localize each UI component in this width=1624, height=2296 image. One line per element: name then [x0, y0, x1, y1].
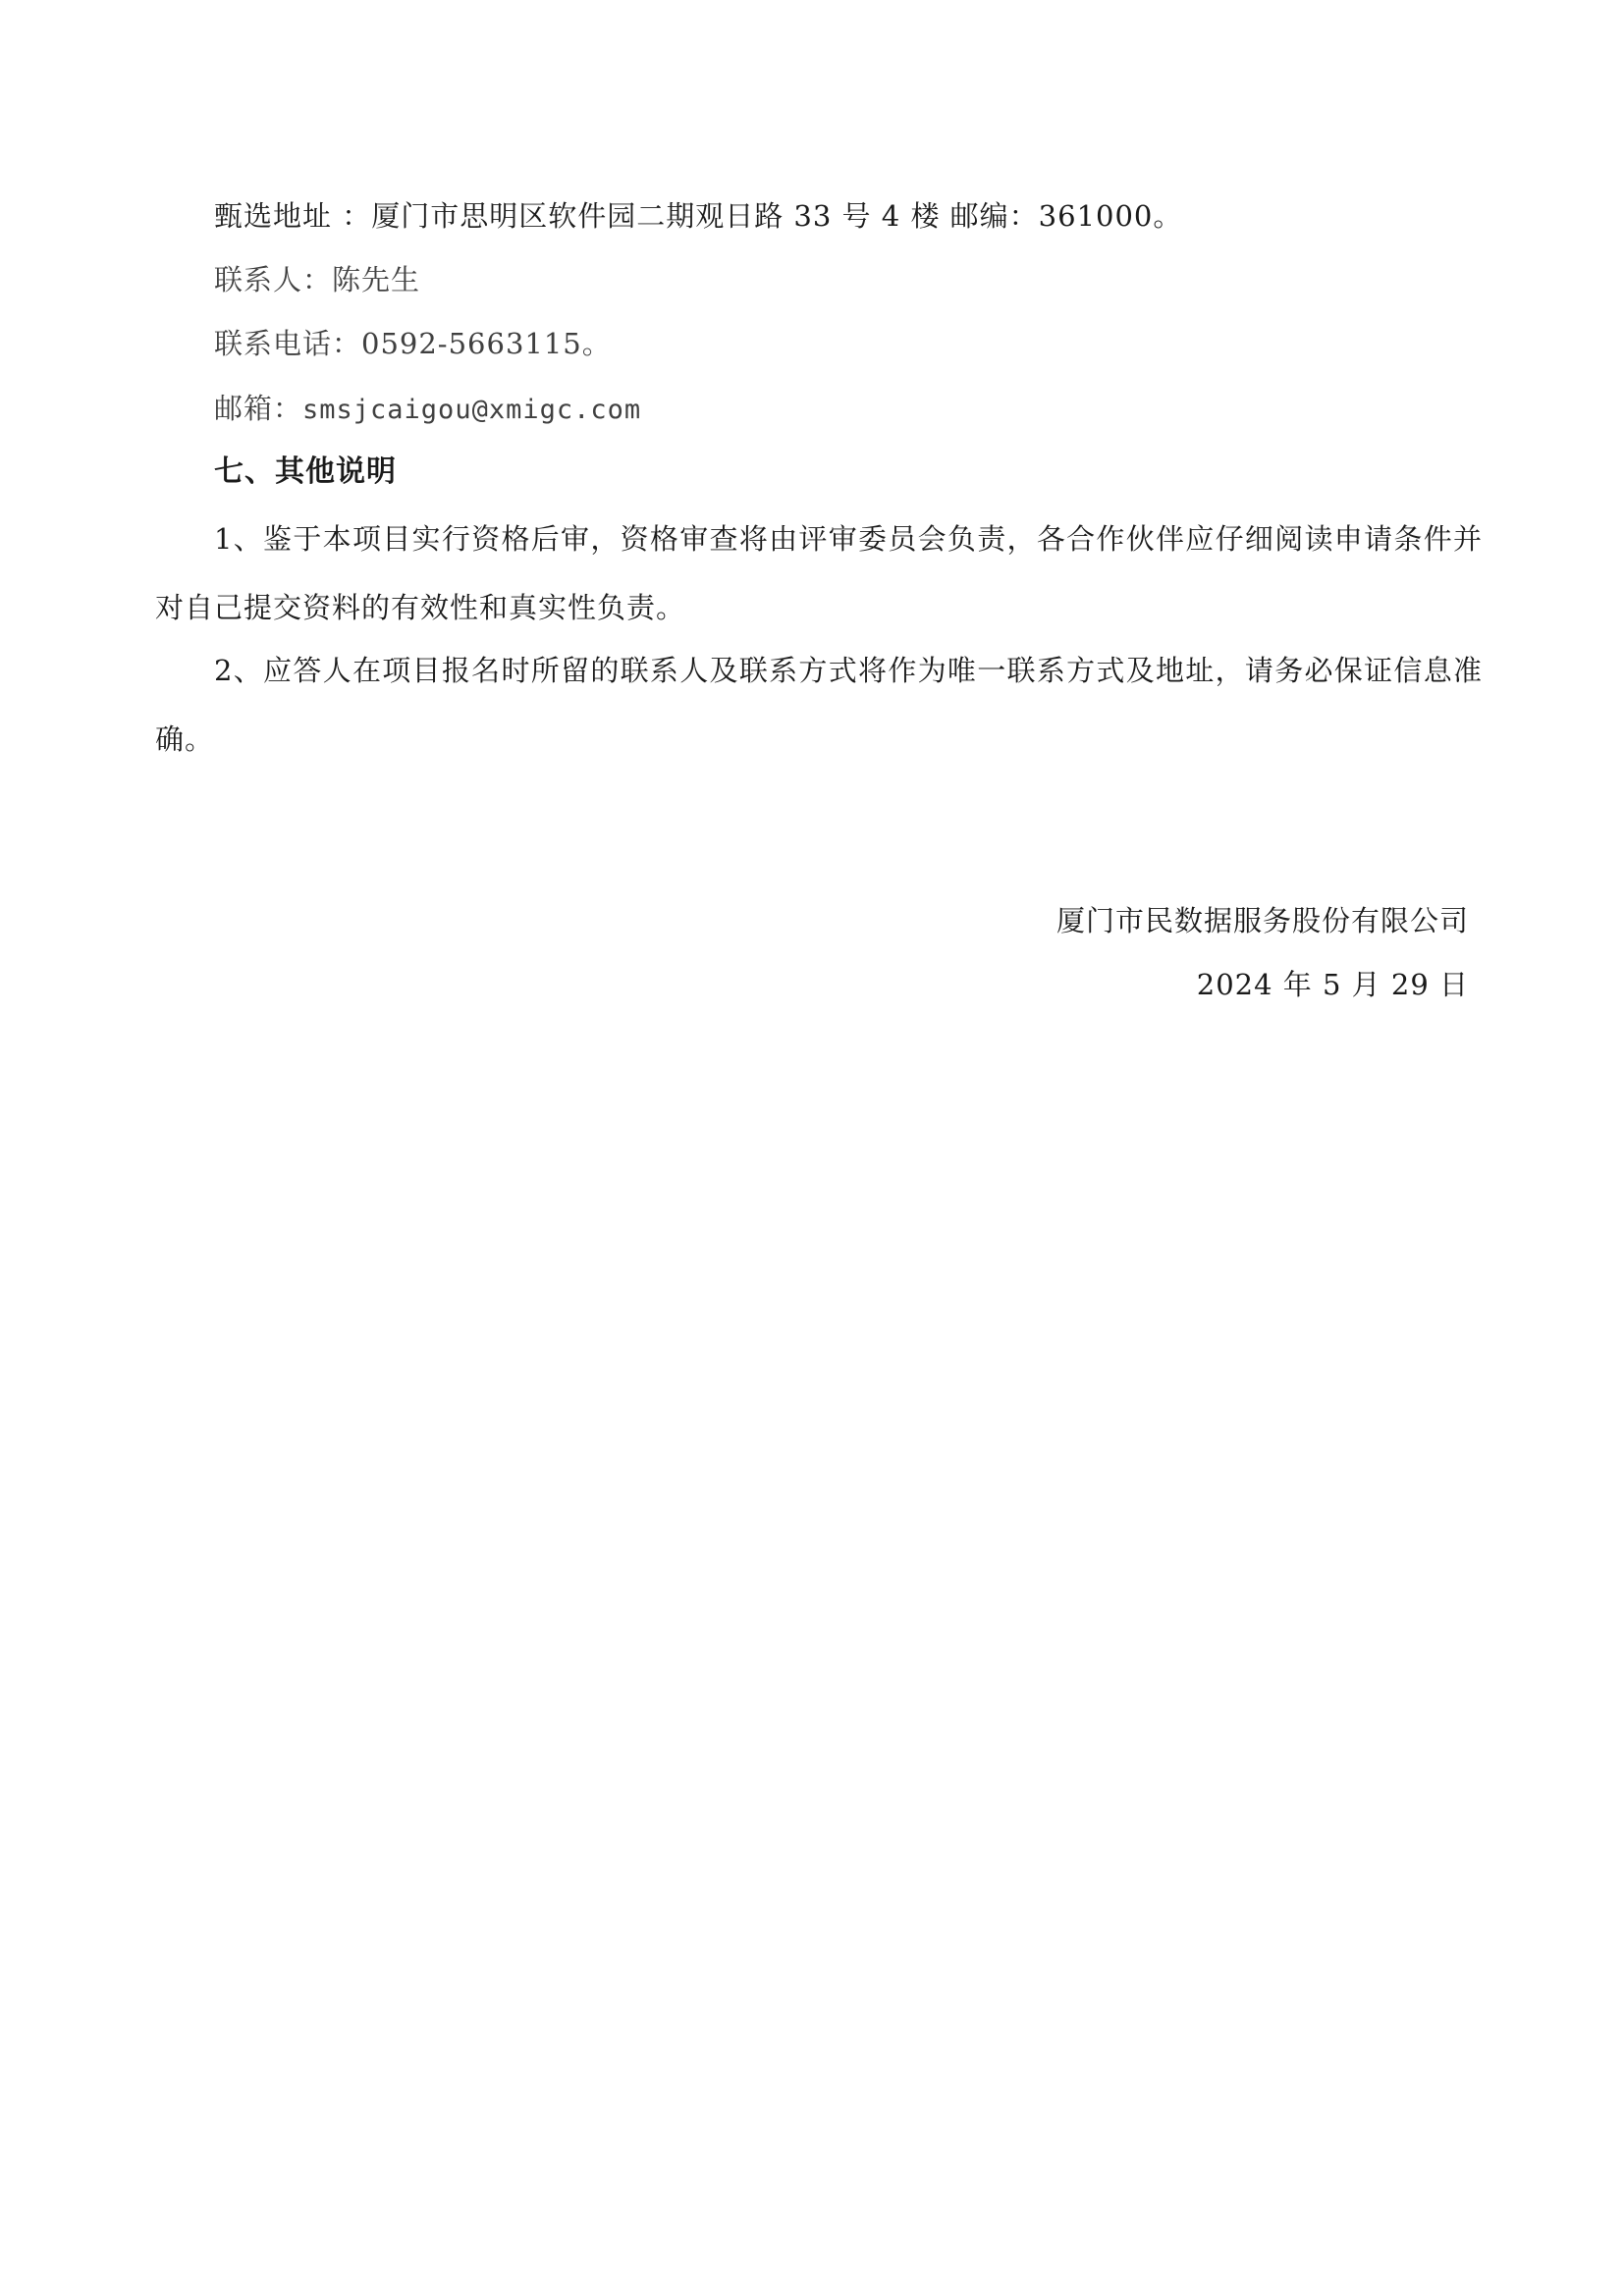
- signature-date: 2024 年 5 月 29 日: [1196, 968, 1469, 1001]
- signature-company: 厦门市民数据服务股份有限公司: [1056, 904, 1469, 937]
- section-heading: 七、其他说明: [214, 454, 397, 489]
- contact-person: 联系人：陈先生: [214, 263, 421, 296]
- selection-address: 甄选地址 ：厦门市思明区软件园二期观日路 33 号 4 楼 邮编：361000。: [214, 199, 1183, 233]
- contact-email-line: [214, 389, 641, 430]
- section-paragraph-1: 1、鉴于本项目实行资格后审，资格审查将由评审委员会负责，各合作伙伴应仔细阅读申请条件并对自己提交资料的有效性和真实性负责。: [155, 522, 1483, 624]
- contact-email-label: 邮箱：: [214, 392, 303, 425]
- contact-phone: 联系电话：0592-5663115。: [214, 327, 612, 360]
- section-paragraph-2: 2、应答人在项目报名时所留的联系人及联系方式将作为唯一联系方式及地址，请务必保证信息准确。: [155, 654, 1483, 756]
- contact-email: smsjcaigou@xmigc.com: [302, 395, 642, 425]
